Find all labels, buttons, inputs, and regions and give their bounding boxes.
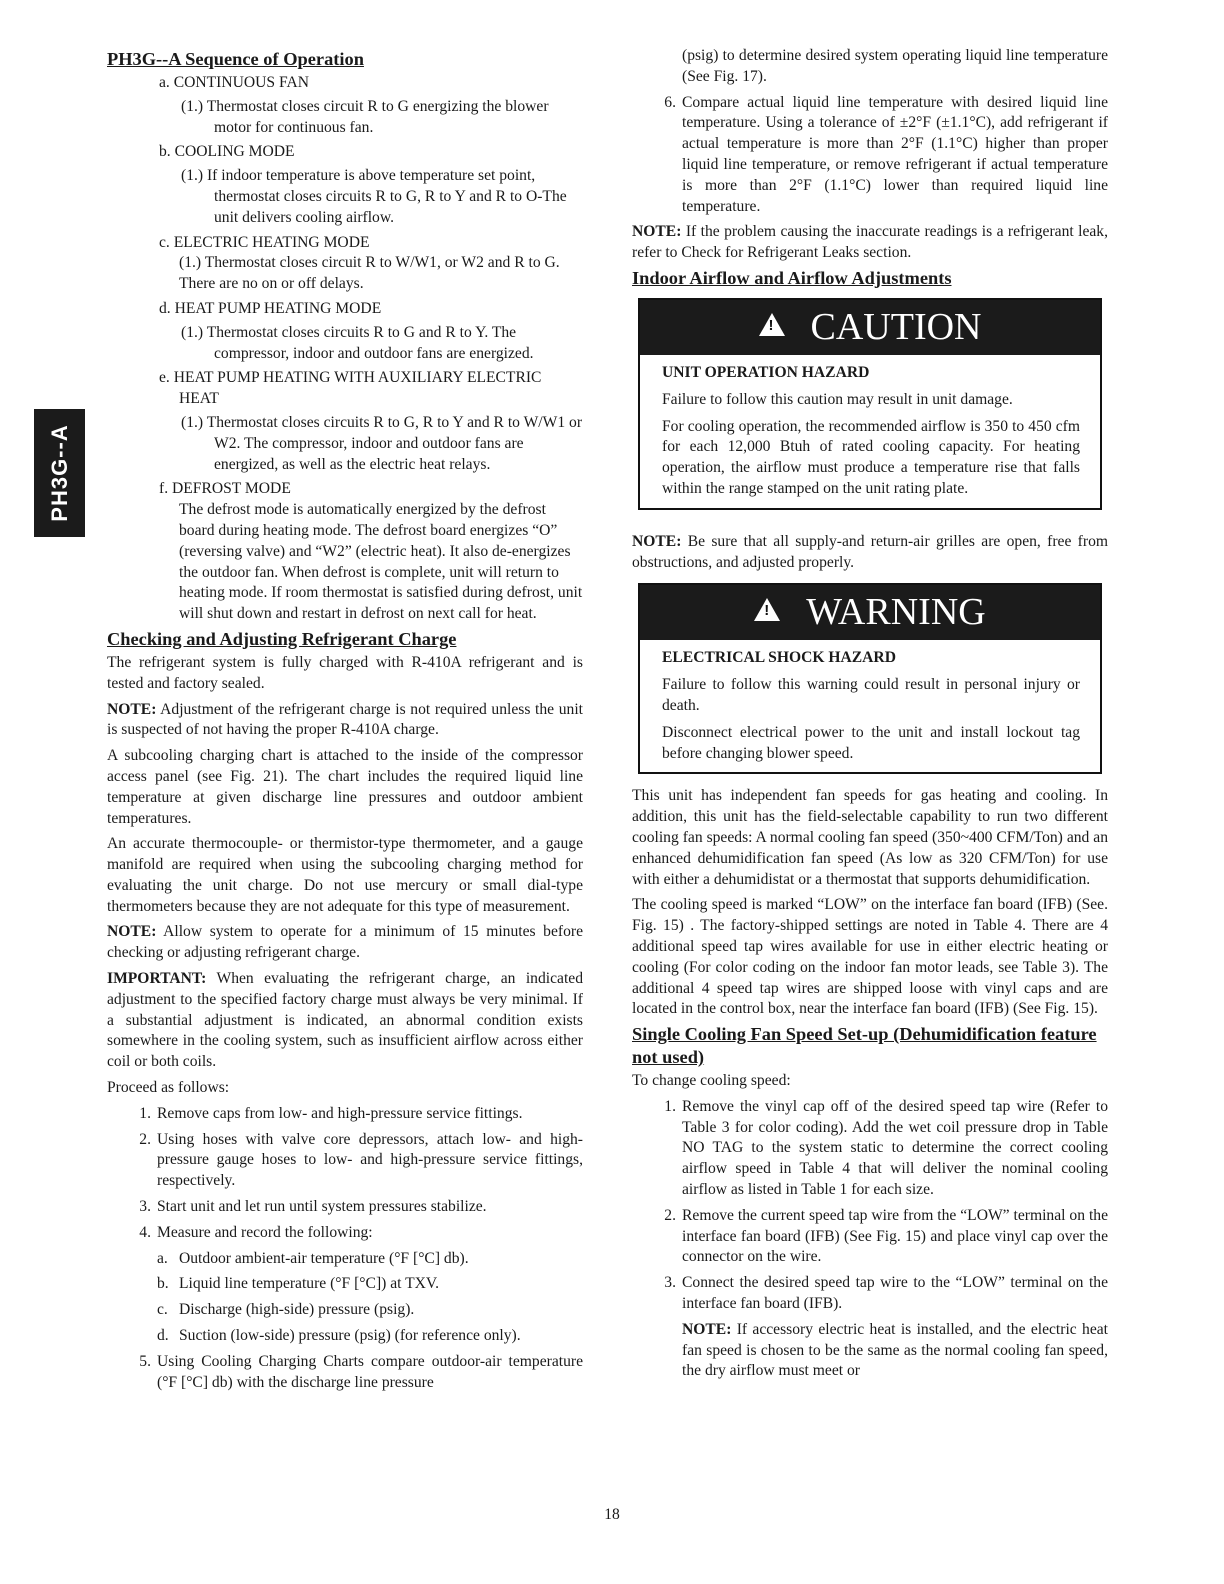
list-item (632, 93, 1108, 218)
list-item (107, 1352, 583, 1394)
seq-item-label: b. COOLING MODE (159, 143, 295, 161)
caution-body (640, 355, 1100, 508)
caution-triangle-icon: ! (759, 313, 785, 336)
note-text: Allow system to operate for a minimum of 15 minutes before checking or adjusting refrigerant charge. (107, 923, 583, 962)
list-text: Compare actual liquid line temperature with desired liquid line temperature. Using a tolerance of ±2°F (±1.1°C), add refrigerant if actual temperature is more than 2°F (1.1°C) higher than proper liquid line temperature, or remove refrigerant if actual temperature is more than 2°F (1.1°C) lower than required liquid line temperature. (682, 93, 1108, 215)
list-text: Measure and record the following: (157, 1223, 373, 1241)
paragraph: An accurate thermocouple- or thermistor-type thermometer, and a gauge manifold are required when using the subcooling charging method for evaluating the unit charge. Do not use mercury or small dial-type thermometers because they are not adequate for this type of measurement. (107, 835, 583, 915)
list-number: 1. (139, 1104, 151, 1122)
caution-title: UNIT OPERATION HAZARD (662, 363, 870, 381)
warning-header-text: WARNING (806, 591, 986, 634)
sub-list-text: Suction (low-side) pressure (psig) (for reference only). (179, 1327, 521, 1345)
seq-item-text: (1.) Thermostat closes circuit R to W/W1, or W2 and R to G. There are no on or off delays. (179, 254, 560, 293)
paragraph: This unit has independent fan speeds for gas heating and cooling. In addition, this unit has the field-selectable capability to run two different cooling fan speeds: A normal cooling fan speed (350~400 CFM/Ton) and an enhanced dehumidification fan speed (As low as 320 CFM/Ton) for use with either a dehumidistat or a thermostat that supports dehumidification. (632, 787, 1108, 888)
seq-item-label: e. HEAT PUMP HEATING WITH AUXILIARY ELECTRIC HEAT (159, 369, 542, 408)
list-number: 2. (664, 1206, 676, 1224)
list-number: 2. (139, 1130, 151, 1148)
list-item (632, 1273, 1108, 1315)
side-tab-label: PH3G--A (46, 424, 72, 522)
seq-item-label: d. HEAT PUMP HEATING MODE (159, 299, 382, 317)
sub-list-text: Discharge (high-side) pressure (psig). (179, 1301, 415, 1319)
list-number: 5. (139, 1352, 151, 1370)
list-text: Using Cooling Charging Charts compare outdoor-air temperature (°F [°C] db) with the discharge line pressure (157, 1352, 583, 1391)
seq-item-text: The defrost mode is automatically energized by the defrost board during heating mode. The defrost board energizes “O” (reversing valve) and “W2” (electric heat). It also de-energizes the outdoor fan. When defrost is complete, unit will return to heating mode. If room thermostat is satisfied during defrost, unit will shut down and restart in defrost on next call for heat. (179, 501, 583, 623)
seq-item-text: (1.) Thermostat closes circuits R to G and R to Y. The compressor, indoor and outdoor fans are energized. (181, 323, 534, 362)
list-number: 6. (664, 93, 676, 111)
paragraph: The refrigerant system is fully charged with R-410A refrigerant and is tested and factory sealed. (107, 653, 583, 692)
caution-text: Failure to follow this caution may result in unit damage. (662, 390, 1013, 408)
warning-box (638, 583, 1102, 774)
list-item (632, 1097, 1108, 1201)
seq-item-label: f. DEFROST MODE (159, 480, 291, 498)
page-number: 18 (604, 1506, 620, 1523)
list-number: 3. (664, 1274, 676, 1292)
note (632, 1320, 1108, 1382)
sequence-of-operation-heading: PH3G--A Sequence of Operation (107, 49, 364, 69)
sub-list-text: Liquid line temperature (°F [°C]) at TXV. (179, 1275, 440, 1293)
caution-header-text: CAUTION (810, 305, 982, 348)
important-note (107, 969, 583, 1073)
sub-list-text: Outdoor ambient-air temperature (°F [°C] db). (179, 1249, 469, 1267)
sub-list-letter: a. (157, 1249, 168, 1267)
seq-item-label: c. ELECTRIC HEATING MODE (159, 233, 370, 251)
list-text: Remove the current speed tap wire from the “LOW” terminal on the interface fan board (IFB) (See Fig. 15) and place vinyl cap over the connector on the wire. (682, 1206, 1108, 1266)
note-label: NOTE: (682, 1320, 732, 1338)
list-item (107, 1130, 583, 1192)
warning-title: ELECTRICAL SHOCK HAZARD (662, 649, 896, 667)
sub-list-letter: b. (157, 1275, 169, 1293)
note-label: NOTE: (107, 700, 157, 718)
important-text: When evaluating the refrigerant charge, an indicated adjustment to the specified factory charge must always be very minimal. If a substantial adjustment is indicated, an abnormal condition exists somewhere in the cooling system, such as insufficient airflow across either coil or both coils. (107, 970, 583, 1071)
left-column (107, 44, 583, 1393)
note-label: NOTE: (632, 532, 682, 550)
sub-list-letter: d. (157, 1327, 169, 1345)
note-text: Be sure that all supply-and return-air grilles are open, free from obstructions, and adjusted properly. (632, 532, 1108, 571)
paragraph: The cooling speed is marked “LOW” on the interface fan board (IFB) (See. Fig. 15) . The factory-shipped settings are noted in Table 4. There are 4 additional speed tap wires available for use in either electric heating or cooling (For color coding on the indoor fan motor leads, see Table 3). The additional 4 speed tap wires are shipped loose with vinyl caps and are located in the control box, near the interface fan board (IFB) (See Fig. 15). (632, 896, 1108, 1018)
note (632, 532, 1108, 574)
warning-header (640, 585, 1100, 640)
note-text: If the problem causing the inaccurate readings is a refrigerant leak, refer to Check for Refrigerant Leaks section. (632, 223, 1108, 262)
seq-item-text: (1.) If indoor temperature is above temperature set point, thermostat closes circuits R to G, R to Y and R to O-The unit delivers cooling airflow. (181, 167, 567, 226)
list-text: Start unit and let run until system pressures stabilize. (157, 1198, 487, 1216)
section-side-tab (34, 409, 85, 537)
warning-triangle-icon: ! (754, 598, 780, 621)
sub-list-item (107, 1300, 583, 1321)
note (107, 700, 583, 742)
paragraph: Proceed as follows: (107, 1079, 230, 1097)
sub-list-item (107, 1274, 583, 1295)
list-text: Using hoses with valve core depressors, attach low- and high-pressure gauge hoses to low- and high-pressure service fittings, respectively. (157, 1130, 583, 1190)
single-cooling-fan-heading: Single Cooling Fan Speed Set-up (Dehumidification feature not used) (632, 1024, 1097, 1068)
list-text: Remove caps from low- and high-pressure service fittings. (157, 1104, 523, 1122)
list-item (107, 1104, 583, 1125)
note (107, 922, 583, 964)
paragraph: To change cooling speed: (632, 1072, 791, 1090)
caution-header (640, 300, 1100, 355)
caution-text: For cooling operation, the recommended airflow is 350 to 450 cfm for each 12,000 Btuh of rated cooling capacity. For heating operation, the airflow must produce a temperature rise that falls within the range stamped on the unit rating plate. (662, 417, 1080, 497)
list-text: Remove the vinyl cap off of the desired speed tap wire (Refer to Table 3 for color coding). Add the wet coil pressure drop in Table NO TAG to the system static to determine the correct cooling airflow speed in Table 4 that will deliver the nominal cooling airflow as listed in Table 1 for each size. (682, 1097, 1108, 1199)
note-text: If accessory electric heat is installed, and the electric heat fan speed is chosen to be the same as the normal cooling fan speed, the dry airflow must meet or (682, 1320, 1108, 1380)
note (632, 222, 1108, 264)
sub-list-letter: c. (157, 1301, 168, 1319)
right-column (632, 46, 1108, 1382)
important-label: IMPORTANT: (107, 970, 207, 988)
list-number: 1. (664, 1097, 676, 1115)
list-number: 4. (139, 1223, 151, 1241)
list-text: Connect the desired speed tap wire to the “LOW” terminal on the interface fan board (IFB). (682, 1274, 1108, 1313)
paragraph: A subcooling charging chart is attached to the inside of the compressor access panel (see Fig. 21). The chart includes the required liquid line temperature at given discharge line pressures and outdoor ambient temperatures. (107, 747, 583, 827)
note-label: NOTE: (107, 923, 157, 941)
note-text: Adjustment of the refrigerant charge is not required unless the unit is suspected of not having the proper R-410A charge. (107, 700, 583, 739)
caution-box (638, 298, 1102, 510)
sub-list-item (107, 1249, 583, 1270)
list-number: 3. (139, 1198, 151, 1216)
seq-item-text: (1.) Thermostat closes circuit R to G energizing the blower motor for continuous fan. (181, 97, 549, 136)
list-item (107, 1223, 583, 1244)
indoor-airflow-heading: Indoor Airflow and Airflow Adjustments (632, 267, 952, 288)
list-continuation: (psig) to determine desired system operating liquid line temperature (See Fig. 17). (682, 47, 1108, 85)
sub-list-item (107, 1326, 583, 1347)
seq-item-label: a. CONTINUOUS FAN (159, 74, 310, 91)
list-item (632, 1206, 1108, 1268)
warning-text: Disconnect electrical power to the unit and install lockout tag before changing blower speed. (662, 723, 1080, 762)
list-item (107, 1197, 583, 1218)
note-label: NOTE: (632, 223, 682, 241)
refrigerant-charge-heading: Checking and Adjusting Refrigerant Charge (107, 628, 457, 649)
warning-body (640, 640, 1100, 772)
seq-item-text: (1.) Thermostat closes circuits R to G, R to Y and R to W/W1 or W2. The compressor, indoor and outdoor fans are energized, as well as the electric heat relays. (181, 413, 583, 473)
warning-text: Failure to follow this warning could result in personal injury or death. (662, 676, 1080, 714)
